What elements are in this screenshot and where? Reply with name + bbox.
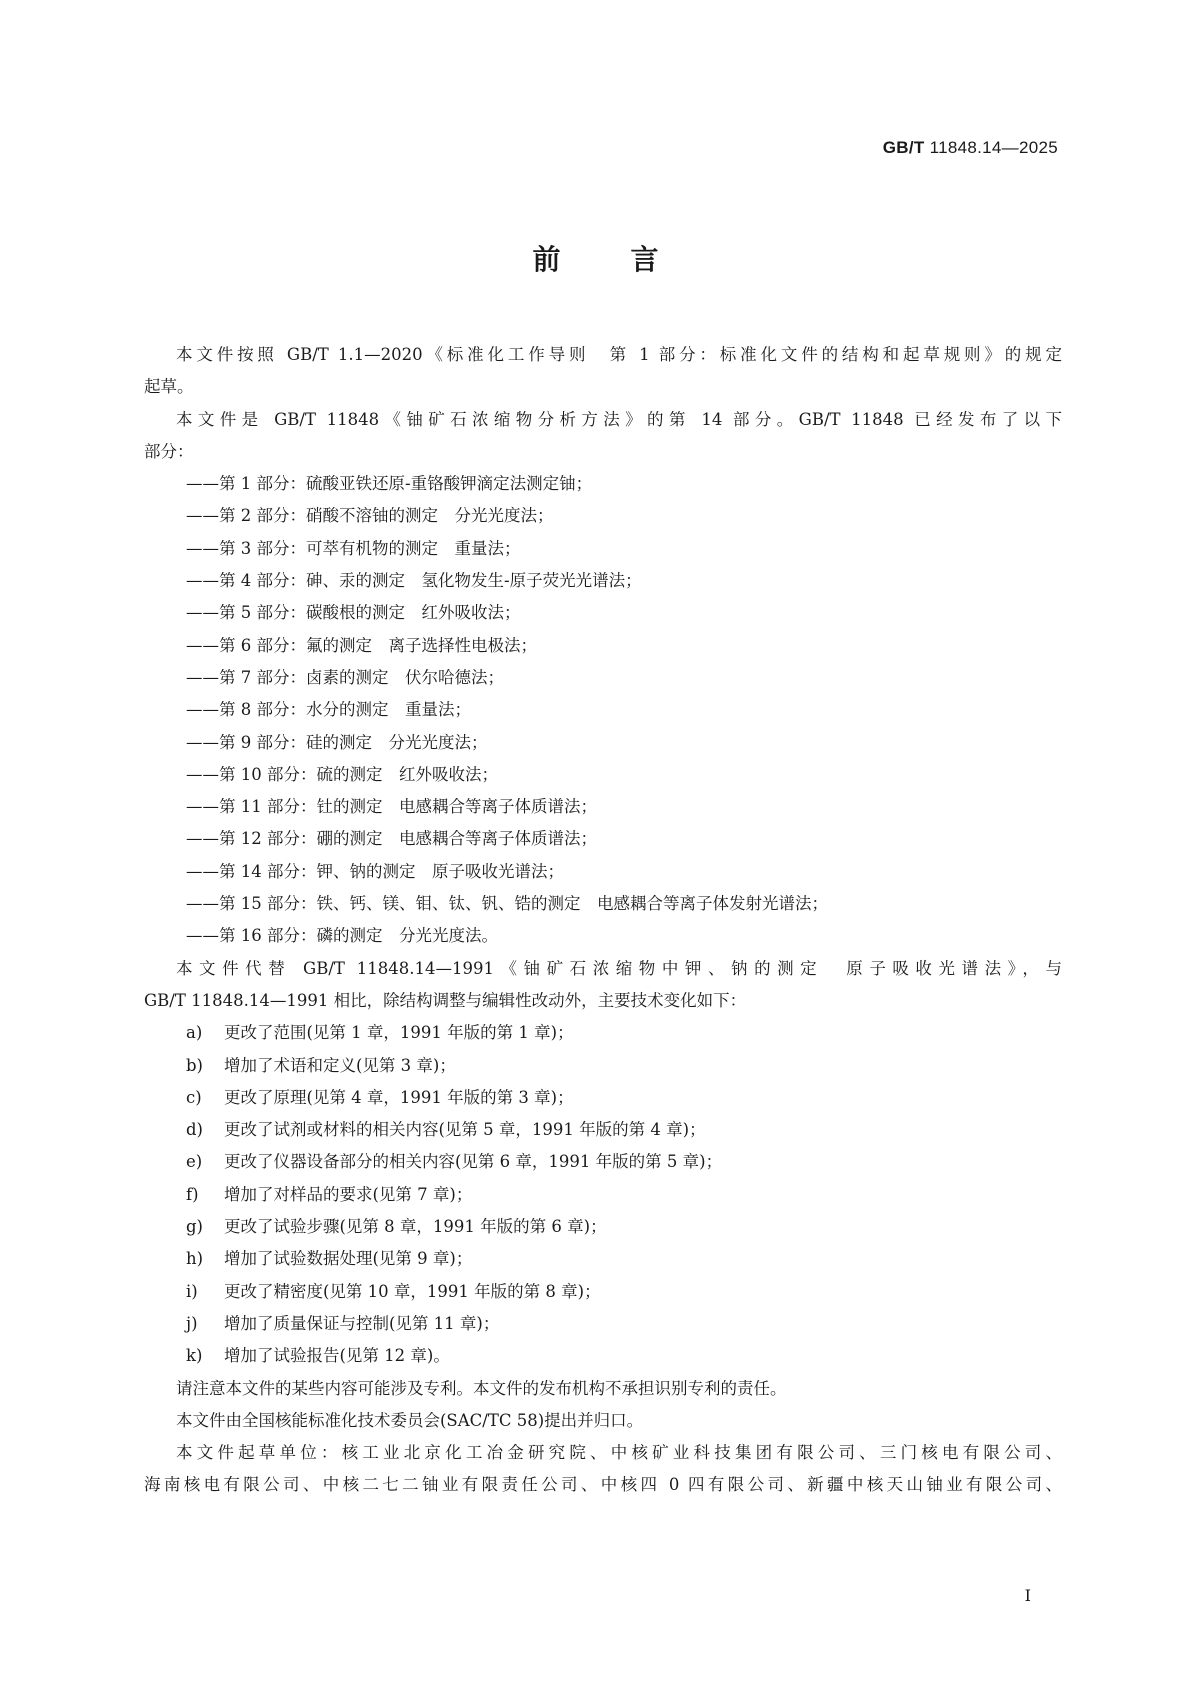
part-list-item: ——第 4 部分：砷、汞的测定 氢化物发生-原子荧光光谱法； (186, 571, 642, 591)
part-list-item: ——第 15 部分：铁、钙、镁、钼、钛、钒、锆的测定 电感耦合等离子体发射光谱法； (186, 894, 828, 914)
paragraph-line: GB/T 11848.14—1991 相比，除结构调整与编辑性改动外，主要技术变化如下： (144, 990, 747, 1010)
part-list-item: ——第 10 部分：硫的测定 红外吸收法； (186, 764, 498, 784)
change-text: 更改了范围(见第 1 章，1991 年版的第 1 章)； (224, 1023, 574, 1043)
part-list-item: ——第 1 部分：硫酸亚铁还原-重铬酸钾滴定法测定铀； (186, 474, 593, 494)
change-text: 增加了术语和定义(见第 3 章)； (224, 1055, 456, 1075)
change-label: g) (186, 1217, 203, 1237)
standard-prefix: GB/T (882, 138, 925, 157)
change-list-item (144, 1276, 1062, 1308)
part-list-item: ——第 9 部分：硅的测定 分光光度法； (186, 732, 488, 752)
change-list-item (144, 1050, 1062, 1082)
change-list-item (144, 1146, 1062, 1178)
part-list-item: ——第 7 部分：卤素的测定 伏尔哈德法； (186, 667, 504, 687)
drafting-units-line: 本文件起草单位：核工业北京化工冶金研究院、中核矿业科技集团有限公司、三门核电有限公司、 (176, 1443, 1062, 1463)
change-label: a) (186, 1023, 203, 1043)
change-label: k) (186, 1346, 203, 1366)
change-list-item (144, 1082, 1062, 1114)
change-text: 更改了原理(见第 4 章，1991 年版的第 3 章)； (224, 1087, 574, 1107)
change-text: 更改了仪器设备部分的相关内容(见第 6 章，1991 年版的第 5 章)； (224, 1152, 723, 1172)
change-label: c) (186, 1087, 202, 1107)
part-list-item: ——第 8 部分：水分的测定 重量法； (186, 700, 471, 720)
change-text: 更改了精密度(见第 10 章，1991 年版的第 8 章)； (224, 1281, 601, 1301)
change-text: 更改了试验步骤(见第 8 章，1991 年版的第 6 章)； (224, 1217, 607, 1237)
drafting-units-line: 海南核电有限公司、中核二七二铀业有限责任公司、中核四 0 四有限公司、新疆中核天山铀业有限公司、 (144, 1475, 1062, 1495)
patent-notice: 请注意本文件的某些内容可能涉及专利。本文件的发布机构不承担识别专利的责任。 (176, 1378, 787, 1398)
part-list-item: ——第 2 部分：硝酸不溶铀的测定 分光光度法； (186, 506, 554, 526)
change-text: 增加了对样品的要求(见第 7 章)； (224, 1184, 473, 1204)
page-number: I (1024, 1586, 1031, 1605)
part-list-item: ——第 16 部分：磷的测定 分光光度法。 (186, 926, 498, 946)
foreword-body (144, 339, 1062, 1502)
standard-number: 11848.14—2025 (929, 138, 1058, 157)
change-list-item (144, 1114, 1062, 1146)
change-text: 增加了试验报告(见第 12 章)。 (224, 1346, 450, 1366)
part-list-item: ——第 14 部分：钾、钠的测定 原子吸收光谱法； (186, 861, 564, 881)
change-text: 增加了试验数据处理(见第 9 章)； (224, 1249, 473, 1269)
part-list-item: ——第 11 部分：钍的测定 电感耦合等离子体质谱法； (186, 797, 597, 817)
change-label: e) (186, 1152, 203, 1172)
change-list-item (144, 1243, 1062, 1275)
change-list-item (144, 1211, 1062, 1243)
change-label: f) (186, 1184, 199, 1204)
change-list-item (144, 1017, 1062, 1049)
change-list-item (144, 1340, 1062, 1372)
page-title: 前言 (532, 243, 729, 276)
part-list-item: ——第 6 部分：氟的测定 离子选择性电极法； (186, 635, 537, 655)
part-list-item: ——第 12 部分：硼的测定 电感耦合等离子体质谱法； (186, 829, 597, 849)
change-label: i) (186, 1281, 198, 1301)
paragraph-line: 本文件是 GB/T 11848《铀矿石浓缩物分析方法》的第 14 部分。GB/T 11848 已经发布了以下 (176, 409, 1062, 429)
part-list-item: ——第 3 部分：可萃有机物的测定 重量法； (186, 538, 521, 558)
part-list-item: ——第 5 部分：碳酸根的测定 红外吸收法； (186, 603, 521, 623)
standard-code (883, 138, 1058, 158)
change-text: 更改了试剂或材料的相关内容(见第 5 章，1991 年版的第 4 章)； (224, 1120, 706, 1140)
change-label: j) (186, 1313, 198, 1333)
change-label: d) (186, 1120, 203, 1140)
change-text: 增加了质量保证与控制(见第 11 章)； (224, 1313, 500, 1333)
change-label: h) (186, 1249, 204, 1269)
change-list-item (144, 1308, 1062, 1340)
paragraph-line: 本文件代替 GB/T 11848.14—1991《铀矿石浓缩物中钾、钠的测定 原子吸收光谱法》，与 (176, 958, 1062, 978)
change-list-item (144, 1179, 1062, 1211)
proposer-statement: 本文件由全国核能标准化技术委员会(SAC/TC 58)提出并归口。 (176, 1410, 644, 1430)
paragraph-line: 起草。 (144, 377, 194, 397)
paragraph-line: 本文件按照 GB/T 1.1—2020《标准化工作导则 第 1 部分：标准化文件的结构和起草规则》的规定 (176, 345, 1062, 364)
paragraph-line: 部分： (144, 441, 194, 461)
change-label: b) (186, 1055, 203, 1075)
